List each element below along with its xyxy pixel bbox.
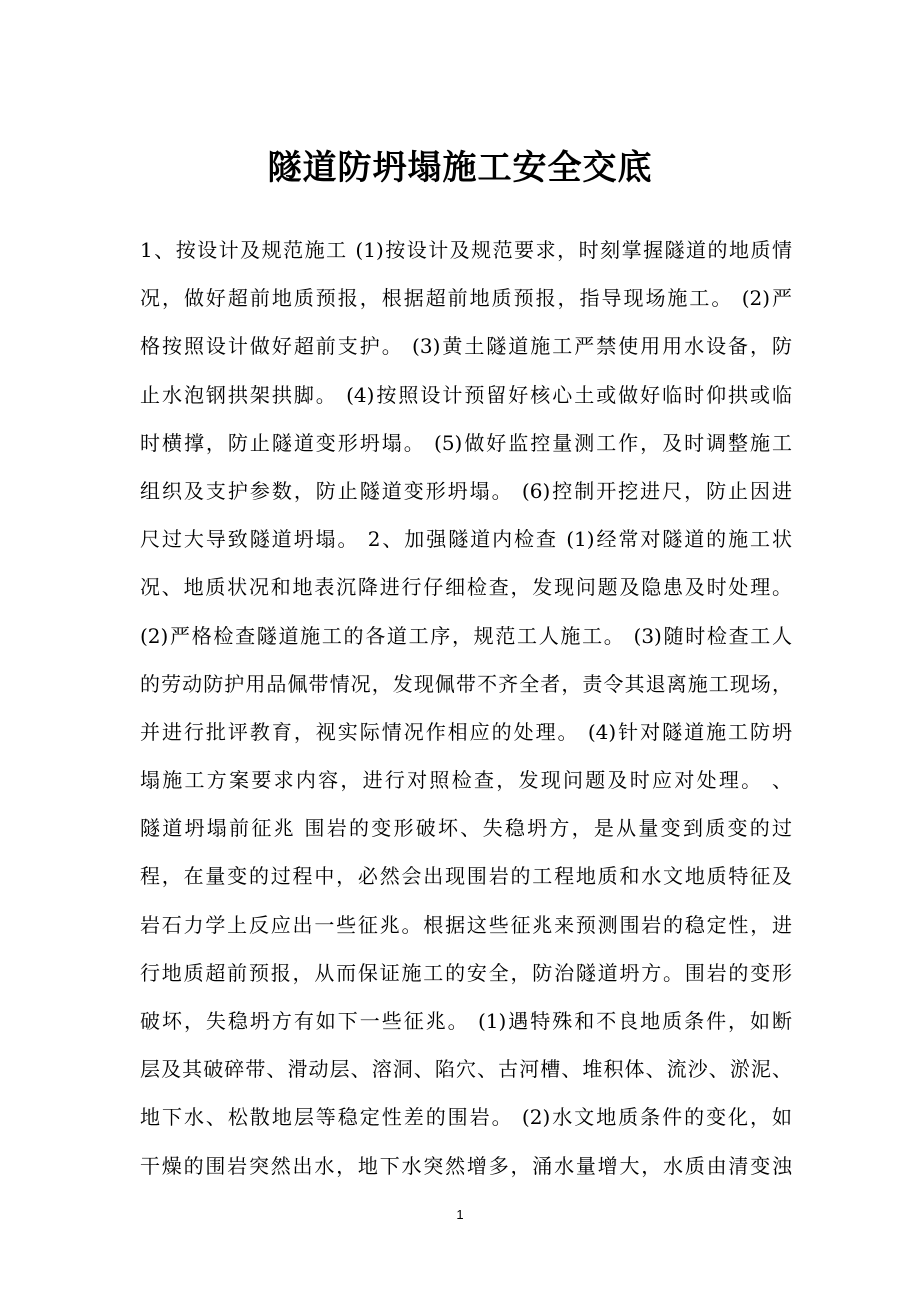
text-line: 层及其破碎带、滑动层、溶洞、陷穴、古河槽、堆积体、流沙、淤泥、	[140, 1057, 792, 1082]
text-line: 止水泡钢拱架拱脚。 (4)按照设计预留好核心土或做好临时仰拱或临	[140, 382, 792, 407]
text-line: 况、地质状况和地表沉降进行仔细检查，发现问题及隐患及时处理。	[140, 575, 792, 600]
text-line: 时横撑，防止隧道变形坍塌。 (5)做好监控量测工作，及时调整施工	[140, 430, 792, 455]
text-line: 行地质超前预报，从而保证施工的安全，防治隧道坍方。围岩的变形	[140, 960, 792, 985]
text-line: 程，在量变的过程中，必然会出现围岩的工程地质和水文地质特征及	[140, 864, 792, 889]
text-line: 的劳动防护用品佩带情况，发现佩带不齐全者，责令其退离施工现场，	[140, 671, 792, 696]
text-line: 并进行批评教育，视实际情况作相应的处理。 (4)针对隧道施工防坍	[140, 719, 792, 744]
text-line: 隧道坍塌前征兆 围岩的变形破坏、失稳坍方，是从量变到质变的过	[140, 816, 792, 841]
text-line: 尺过大导致隧道坍塌。 2、加强隧道内检查 (1)经常对隧道的施工状	[140, 527, 792, 552]
text-line: 地下水、松散地层等稳定性差的围岩。 (2)水文地质条件的变化，如	[140, 1105, 792, 1130]
text-line: 组织及支护参数，防止隧道变形坍塌。 (6)控制开挖进尺，防止因进	[140, 478, 792, 503]
text-line: 况，做好超前地质预报，根据超前地质预报，指导现场施工。 (2)严	[140, 286, 792, 311]
text-line: 岩石力学上反应出一些征兆。根据这些征兆来预测围岩的稳定性，进	[140, 912, 792, 937]
text-line: 破坏，失稳坍方有如下一些征兆。 (1)遇特殊和不良地质条件，如断	[140, 1009, 792, 1033]
document-title: 隧道防坍塌施工安全交底	[267, 148, 653, 188]
text-line: 1、按设计及规范施工 (1)按设计及规范要求，时刻掌握隧道的地质情	[140, 238, 792, 262]
page-number: 1	[456, 1207, 464, 1222]
body-text	[140, 226, 792, 1190]
text-line: 塌施工方案要求内容，进行对照检查，发现问题及时应对处理。 、	[140, 768, 792, 793]
text-line: (2)严格检查隧道施工的各道工序，规范工人施工。 (3)随时检查工人	[140, 623, 792, 648]
text-line: 干燥的围岩突然出水，地下水突然增多，涌水量增大，水质由清变浊	[140, 1153, 792, 1178]
text-line: 格按照设计做好超前支护。 (3)黄土隧道施工严禁使用用水设备，防	[140, 334, 792, 359]
